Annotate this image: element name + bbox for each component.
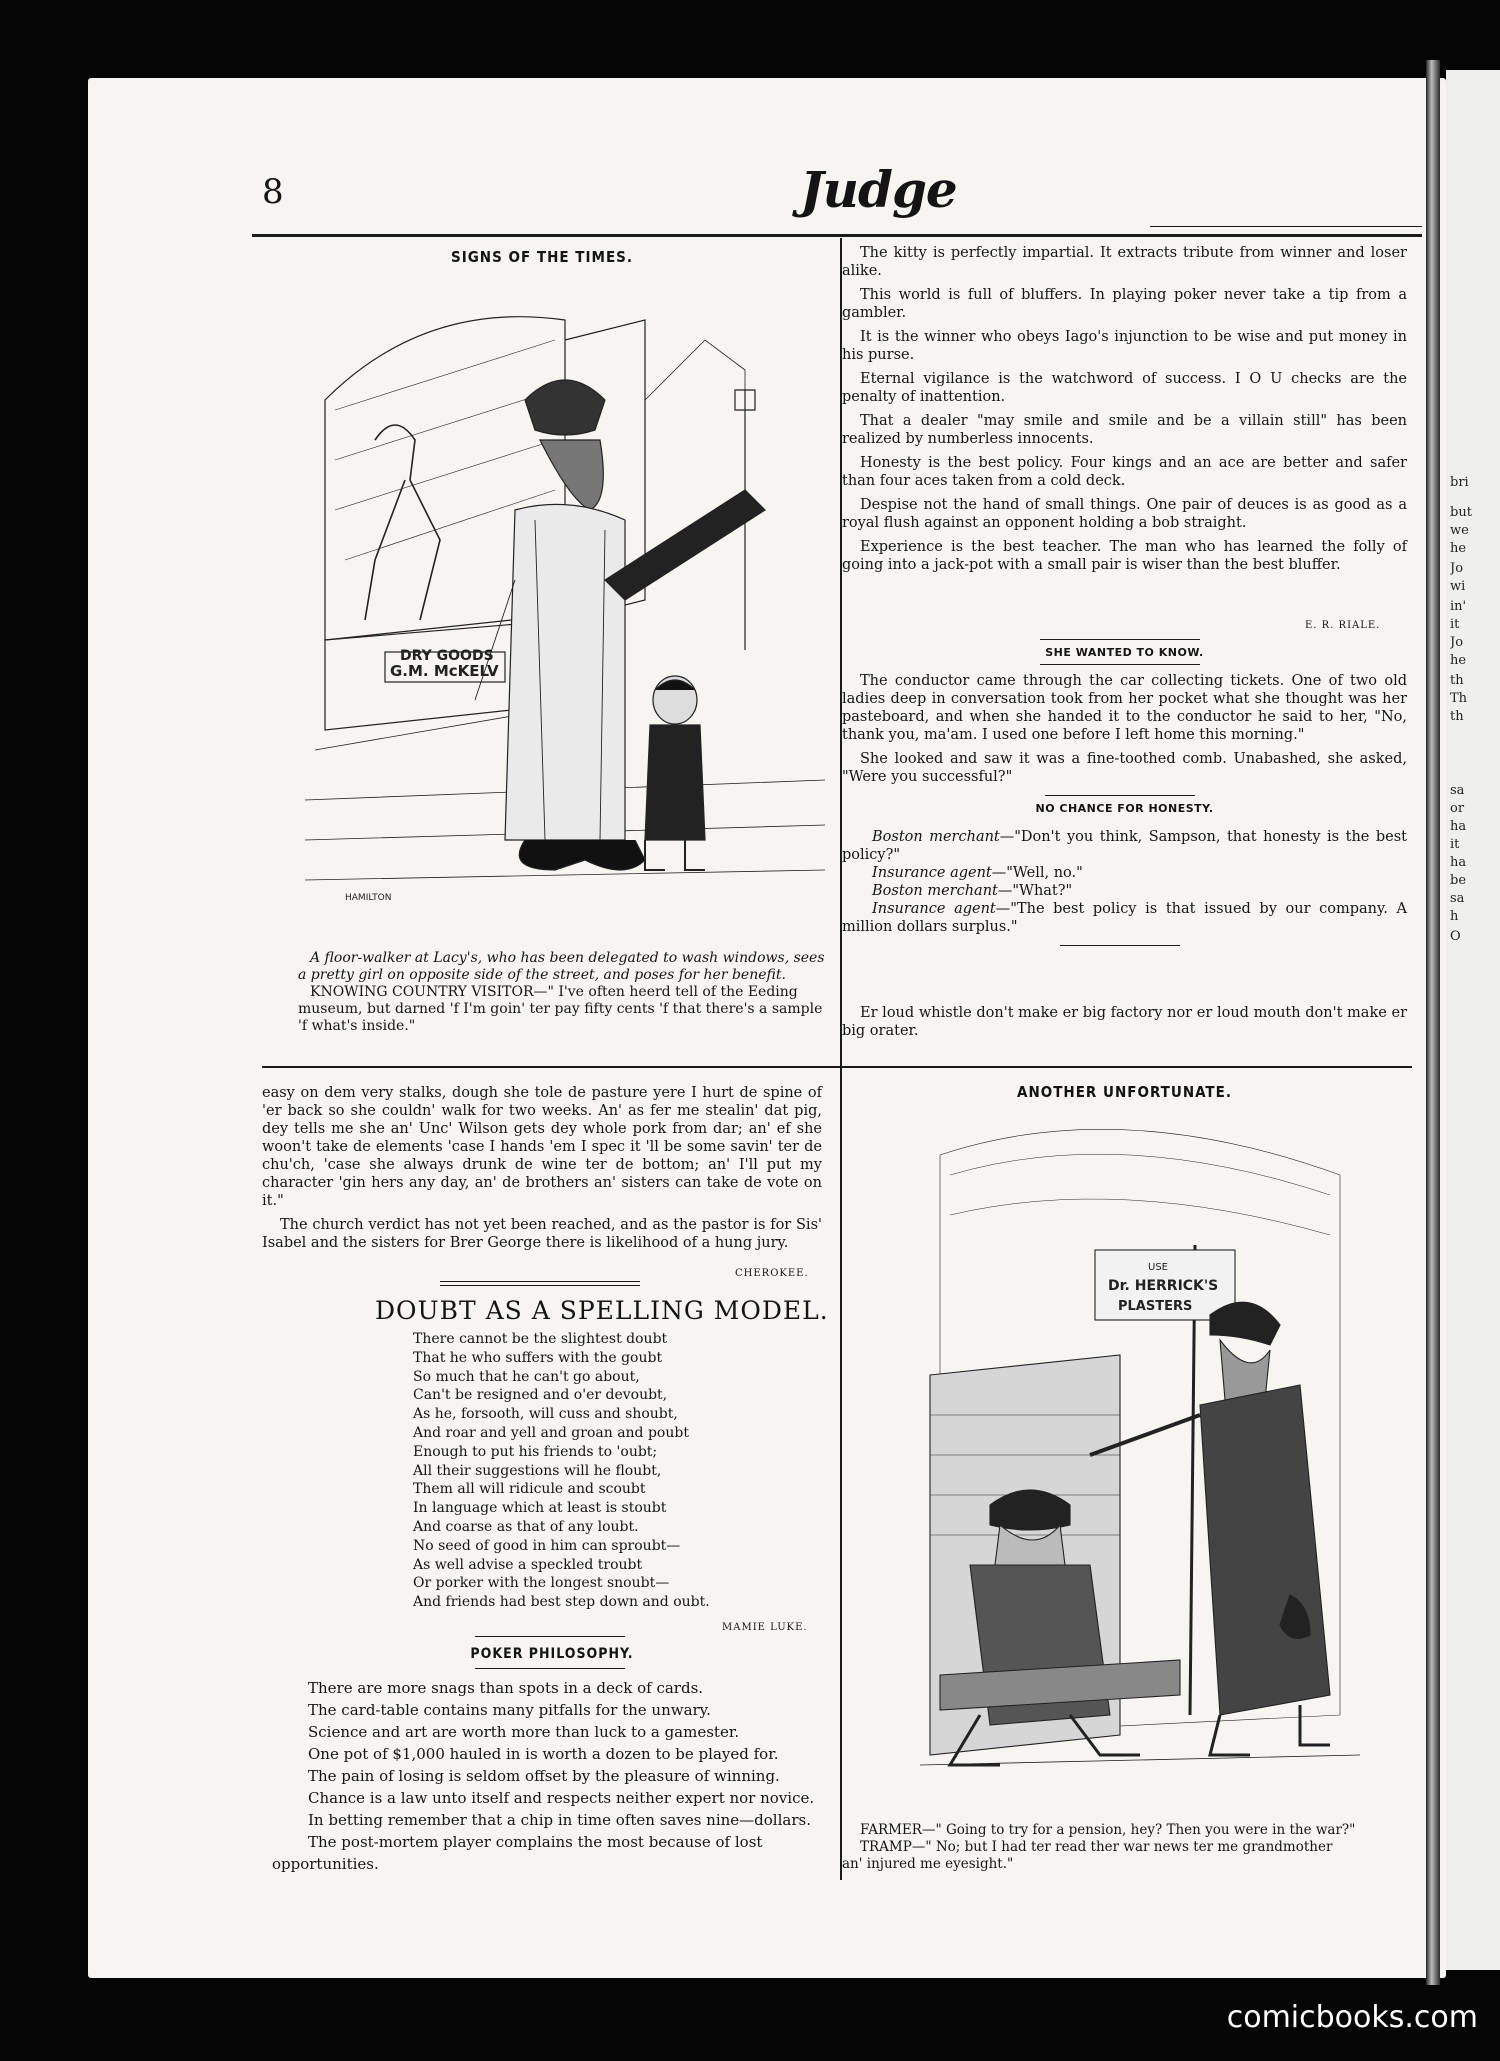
signs-caption-italic: A floor-walker at Lacy's, who has been delegated to wash windows, sees a pretty girl on opposite side of the street, and poses for her benefit. bbox=[298, 950, 825, 983]
title-rule bbox=[440, 1281, 640, 1282]
poker-line: Science and art are worth more than luck to a gamester. bbox=[308, 1723, 740, 1741]
another-caption-line1: FARMER—" Going to try for a pension, hey? Then you were in the war?" bbox=[860, 1822, 1356, 1838]
aphorism-paragraph: It is the winner who obeys Iago's injunction to be wise and put money in his purse. bbox=[842, 329, 1407, 363]
adjacent-page-fragment: O bbox=[1450, 929, 1461, 944]
adjacent-page-fragment: it bbox=[1450, 617, 1460, 632]
sign-use: USE bbox=[1148, 1262, 1168, 1273]
epigram bbox=[842, 1004, 1407, 1046]
masthead-logo: Judge bbox=[800, 160, 957, 219]
poem-line: Can't be resigned and o'er devoubt, bbox=[413, 1387, 668, 1404]
artist-signature: HAMILTON bbox=[345, 893, 392, 903]
mamie-luke-signature: MAMIE LUKE. bbox=[722, 1622, 808, 1633]
adjacent-page-fragment: in' bbox=[1450, 599, 1467, 614]
poem-line: In language which at least is stoubt bbox=[413, 1500, 667, 1517]
she-wanted-paragraph: She looked and saw it was a fine-toothed comb. Unabashed, she asked, "Were you successful?" bbox=[842, 751, 1407, 785]
adjacent-page-fragment: Jo bbox=[1450, 635, 1464, 650]
poem-line: As well advise a speckled troubt bbox=[413, 1556, 643, 1573]
title-rule bbox=[1045, 795, 1195, 796]
adjacent-page-fragment: Jo bbox=[1450, 561, 1464, 576]
adjacent-page-fragment: th bbox=[1450, 673, 1464, 688]
sign-herrick: Dr. HERRICK'S bbox=[1108, 1278, 1219, 1294]
riale-signature: E. R. RIALE. bbox=[1305, 620, 1381, 631]
poker-line: The card-table contains many pitfalls for the unwary. bbox=[308, 1701, 711, 1719]
poker-aphorisms bbox=[272, 1677, 842, 1875]
poker-line: One pot of $1,000 hauled in is worth a dozen to be played for. bbox=[308, 1745, 779, 1763]
adjacent-page-fragment: th bbox=[1450, 709, 1464, 724]
adjacent-page-fragment: h bbox=[1450, 909, 1459, 924]
adjacent-page-fragment: or bbox=[1450, 801, 1465, 816]
aphorism-paragraph: Eternal vigilance is the watchword of success. I O U checks are the penalty of inattention. bbox=[842, 371, 1407, 405]
doubt-title: DOUBT AS A SPELLING MODEL. bbox=[375, 1296, 829, 1325]
sign-dry-goods: DRY GOODS bbox=[400, 648, 494, 664]
adjacent-page-fragment: but bbox=[1450, 505, 1472, 520]
signs-illustration bbox=[305, 280, 825, 920]
adjacent-page-edge bbox=[1446, 70, 1500, 1970]
watermark: comicbooks.com bbox=[1226, 2000, 1478, 2035]
title-rule bbox=[1040, 664, 1200, 665]
poem-line: Them all will ridicule and scoubt bbox=[413, 1481, 646, 1498]
poker-title: POKER PHILOSOPHY. bbox=[470, 1646, 634, 1662]
adjacent-page-fragment: we bbox=[1450, 523, 1469, 538]
no-chance-title: NO CHANCE FOR HONESTY. bbox=[1035, 802, 1214, 815]
title-rule bbox=[440, 1285, 640, 1286]
adjacent-page-fragment: sa bbox=[1450, 783, 1465, 798]
dialogue-line: Insurance agent—"Well, no." bbox=[872, 865, 1083, 881]
aphorism-paragraph: Despise not the hand of small things. One pair of deuces is as good as a royal flush against an opponent holding a bob straight. bbox=[842, 497, 1407, 531]
masthead-rule bbox=[252, 234, 1422, 237]
cherokee-story bbox=[262, 1084, 822, 1258]
poem-line: All their suggestions will he floubt, bbox=[413, 1462, 662, 1479]
poem-line: So much that he can't go about, bbox=[413, 1368, 640, 1385]
she-wanted-title: SHE WANTED TO KNOW. bbox=[1045, 646, 1204, 659]
poker-line: The post-mortem player complains the most because of lost bbox=[308, 1833, 763, 1851]
another-illustration bbox=[920, 1115, 1360, 1795]
signs-caption bbox=[298, 950, 828, 1035]
cherokee-paragraph: easy on dem very stalks, dough she tole de pasture yere I hurt de spine of 'er back so she couldn' walk for two weeks. An' as fer me stealin' dat pig, dey tells me she an' Unc' Wilson gets dey whole pork from dar; an' ef she woon't take de elements 'case I hands 'em I spec it 'll be some savin' ter de chu'ch, 'case she always drunk de wine ter de bottom; an' I'll put my character 'gin hers any day, an' de brothers an' sisters can take de vote on it." bbox=[262, 1085, 822, 1209]
adjacent-page-fragment: he bbox=[1450, 541, 1467, 556]
aphorism-paragraph: The kitty is perfectly impartial. It extracts tribute from winner and loser alike. bbox=[842, 245, 1407, 279]
she-wanted-paragraph: The conductor came through the car collecting tickets. One of two old ladies deep in conversation took from her pocket what she thought was her pasteboard, and when she handed it to the conductor he said to her, "No, thank you, ma'am. I used one before I left home this morning." bbox=[842, 673, 1407, 743]
adjacent-page-fragment: ha bbox=[1450, 855, 1467, 870]
epigram-text: Er loud whistle don't make er big factory nor er loud mouth don't make er big orater. bbox=[842, 1005, 1407, 1039]
adjacent-page-fragment: he bbox=[1450, 653, 1467, 668]
title-rule bbox=[475, 1668, 625, 1669]
adjacent-page-fragment: Th bbox=[1450, 691, 1468, 706]
poem-line: And friends had best step down and oubt. bbox=[413, 1594, 710, 1611]
poker-line: In betting remember that a chip in time often saves nine—dollars. bbox=[308, 1811, 811, 1829]
adjacent-page-fragment: bri bbox=[1450, 475, 1469, 490]
poker-line: opportunities. bbox=[272, 1855, 379, 1873]
poem-line: Enough to put his friends to 'oubt; bbox=[413, 1443, 658, 1460]
adjacent-page-fragment: wi bbox=[1450, 579, 1466, 594]
she-wanted-body bbox=[842, 672, 1407, 792]
another-title: ANOTHER UNFORTUNATE. bbox=[1017, 1083, 1232, 1101]
poker-line: The pain of losing is seldom offset by the pleasure of winning. bbox=[308, 1767, 780, 1785]
poker-line: There are more snags than spots in a deck of cards. bbox=[308, 1679, 704, 1697]
aphorisms-continued bbox=[842, 244, 1407, 580]
page-number: 8 bbox=[262, 172, 284, 212]
another-caption-line2: TRAMP—" No; but I had ter read ther war news ter me grandmother bbox=[860, 1839, 1333, 1855]
section-divider bbox=[262, 1066, 1412, 1068]
poem-line: As he, forsooth, will cuss and shoubt, bbox=[413, 1406, 678, 1423]
signs-caption-line1: KNOWING COUNTRY VISITOR—" I've often heerd tell of the Eeding bbox=[310, 984, 798, 1000]
signs-title: SIGNS OF THE TIMES. bbox=[450, 248, 634, 266]
sign-store: G.M. McKELV bbox=[390, 662, 499, 680]
masthead-rule-thin bbox=[1150, 226, 1422, 227]
poem-line: No seed of good in him can sproubt— bbox=[413, 1537, 681, 1554]
aphorism-paragraph: Experience is the best teacher. The man who has learned the folly of going into a jack-pot with a small pair is wiser than the best bluffer. bbox=[842, 539, 1407, 573]
adjacent-page-fragment: be bbox=[1450, 873, 1467, 888]
signs-caption-line2: museum, but darned 'f I'm goin' ter pay fifty cents 'f that there's a sample bbox=[298, 1001, 823, 1017]
signs-caption-line3: 'f what's inside." bbox=[298, 1018, 416, 1034]
aphorism-paragraph: Honesty is the best policy. Four kings and an ace are better and safer than four aces taken from a cold deck. bbox=[842, 455, 1407, 489]
dialogue-line: Boston merchant—"Don't you think, Sampson, that honesty is the best policy?" bbox=[842, 829, 1407, 863]
aphorism-paragraph: That a dealer "may smile and smile and be a villain still" has been realized by numberless innocents. bbox=[842, 413, 1407, 447]
aphorism-paragraph: This world is full of bluffers. In playing poker never take a tip from a gambler. bbox=[842, 287, 1407, 321]
poem-line: And coarse as that of any loubt. bbox=[413, 1518, 639, 1535]
title-rule bbox=[1040, 639, 1200, 640]
poker-line: Chance is a law unto itself and respects neither expert nor novice. bbox=[308, 1789, 815, 1807]
dialogue-line: Insurance agent—"The best policy is that issued by our company. A million dollars surplus." bbox=[842, 901, 1407, 935]
sign-plasters: PLASTERS bbox=[1118, 1299, 1193, 1314]
adjacent-page-fragment: sa bbox=[1450, 891, 1465, 906]
no-chance-body bbox=[842, 828, 1407, 936]
poem-line: That he who suffers with the goubt bbox=[413, 1349, 663, 1366]
adjacent-page-fragment: ha bbox=[1450, 819, 1467, 834]
doubt-poem bbox=[413, 1330, 833, 1612]
cherokee-paragraph: The church verdict has not yet been reached, and as the pastor is for Sis' Isabel and the sisters for Brer George there is likelihood of a hung jury. bbox=[262, 1217, 822, 1251]
binding-gutter bbox=[1426, 60, 1440, 1985]
title-rule bbox=[475, 1636, 625, 1637]
poem-line: And roar and yell and groan and poubt bbox=[413, 1424, 689, 1441]
poem-line: Or porker with the longest snoubt— bbox=[413, 1575, 670, 1592]
poem-line: There cannot be the slightest doubt bbox=[413, 1331, 668, 1347]
another-caption-line3: an' injured me eyesight." bbox=[842, 1856, 1014, 1872]
adjacent-page-fragment: it bbox=[1450, 837, 1460, 852]
dialogue-line: Boston merchant—"What?" bbox=[872, 883, 1073, 899]
title-rule bbox=[1060, 945, 1180, 946]
another-caption bbox=[842, 1822, 1422, 1873]
cherokee-signature: CHEROKEE. bbox=[735, 1268, 809, 1279]
